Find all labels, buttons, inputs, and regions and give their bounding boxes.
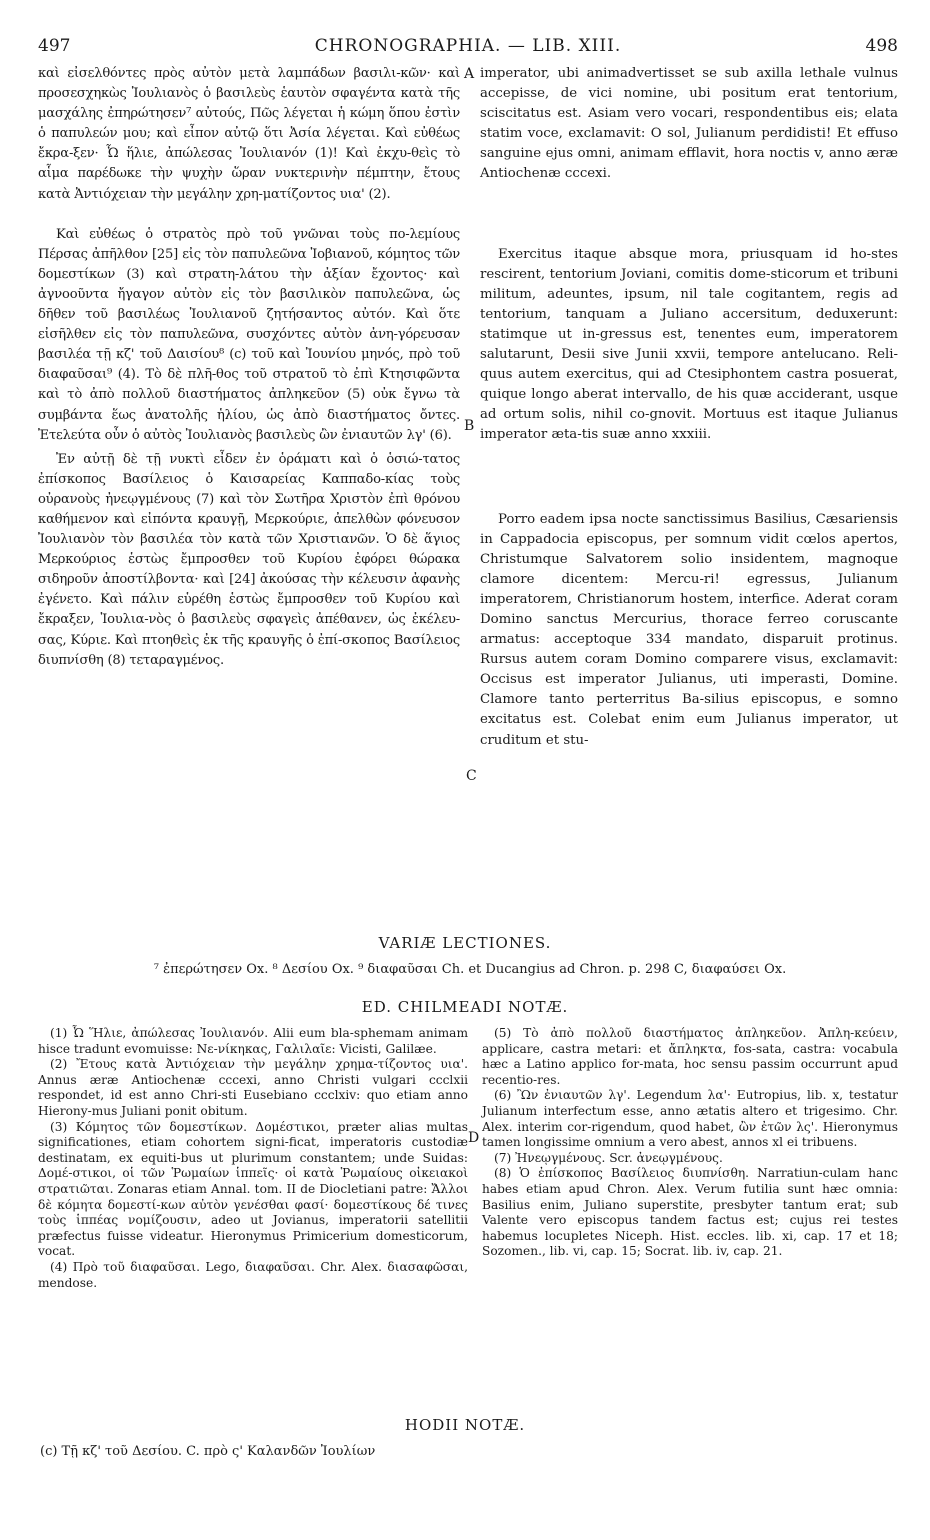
note-6: (6) Ὢν ἐνιαυτῶν λγ'. Legendum λα'· Eutropius, lib. x, testatur Julianum interfectum esse, anno ætatis altero et trigesimo. Chr. Alex. interim cor-rigendum, quod habet, ὢν ἐτῶν λς'. Hieronymus tamen longissime omnium a vero abest, annos xl ei tribuens. bbox=[482, 1088, 898, 1150]
page-number-right: 498 bbox=[865, 36, 898, 56]
latin-paragraph-1: imperator, ubi animadvertisset se sub axilla lethale vulnus accepisse, de vici nomine, ubi positum erat tentorium, sciscitatus est. Asiam vero vocari, respondentibus eis; elata statim voce, exclamavit: O sol, Julianum perdidisti! Et effuso sanguine ejus omni, animam efflavit, hora noctis v, anno æræ Antiochenæ cccexi. bbox=[480, 66, 898, 182]
greek-column bbox=[38, 64, 460, 671]
chilmead-notes-title: ED. CHILMEADI NOTÆ. bbox=[361, 998, 569, 1016]
note-4: (4) Πρὸ τοῦ διαφαῦσαι. Lego, διαφαῦσαι. Chr. Alex. διασαφῶσαι, mendose. bbox=[38, 1259, 468, 1290]
margin-letter-b: B bbox=[464, 418, 475, 434]
latin-paragraph-2: Exercitus itaque absque mora, priusquam id ho-stes rescirent, tentorium Joviani, comitis dome-sticorum et tribuni militum, adeuntes, ipsum, nil tale cogitantem, regis ad tentorium, tanquam a Juliano accersitum, deduxerunt: statimque ut in-gressus est, tenentes eum, imperatorem salutarunt, Desii sive Junii xxvii, tempore antelucano. Reli-quus autem exercitus, qui ad Ctesiphontem castra posuerat, quique longo aberat intervallo, de his quæ acciderant, usque ad ortum solis, nihil co-gnovit. Mortuus est itaque Julianus imperator æta-tis suæ anno xxxiii. bbox=[480, 246, 898, 443]
latin-column bbox=[480, 64, 898, 751]
latin-paragraph-3: Porro eadem ipsa nocte sanctissimus Basilius, Cæsariensis in Cappadocia episcopus, per somnum vidit cœlos apertos, Christumque Salvatorem solio insidentem, magnoque clamore dicentem: Mercu-ri! egressus, Julianum imperatorem, Christianorum hostem, interfice. Aderat coram Domino sanctus Mercurius, thorace ferreo coruscante armatus: acceptoque 334 mandato, disparuit protinus. Rursus autem coram Domino comparere visus, exclamavit: Occisus est imperator Julianus, uti imperasti, Domine. Clamore tanto perterritus Ba-silius episcopus, e somno excitatus est. Colebat enim eum Julianus imperator, ut cruditum et stu- bbox=[480, 511, 898, 748]
notes-left-column bbox=[38, 1026, 468, 1291]
note-1: (1) Ὦ Ἥλιε, ἀπώλεσας Ἰουλιανόν. Alii eum bla-sphemam animam hisce tradunt evomuisse: Νε-νίκηκας, Γαλιλαῖε: Vicisti, Galilæe. bbox=[38, 1026, 468, 1056]
note-8: (8) Ὁ ἐπίσκοπος Βασίλειος διυπνίσθη. Narratiun-culam hanc habes etiam apud Chron. Alex. Verum futilia sunt hæc omnia: Basilius enim, Juliano superstite, presbyter tantum erat; sub Valente vero episcopus tandem factus est; cujus rei testes habemus locupletes Niceph. Hist. eccles. lib. xi, cap. 17 et 18; Sozomen., lib. vi, cap. 15; Socrat. lib. iv, cap. 21. bbox=[482, 1166, 898, 1259]
greek-paragraph-3: Ἐν αὐτῇ δὲ τῇ νυκτὶ εἶδεν ἐν ὁράματι καὶ ὁ ὁσιώ-τατος ἐπίσκοπος Βασίλειος ὁ Καισαρείας Καππαδο-κίας τοὺς οὐρανοὺς ἠνεῳγμένους (7) καὶ τὸν Σωτῆρα Χριστὸν ἐπὶ θρόνου καθήμενον καὶ εἰπόντα κραυγῇ, Μερκούριε, ἀπελθὼν φόνευσον Ἰουλιανὸν τὸν βασιλέα τὸν κατὰ τῶν Χριστιανῶν. Ὁ δὲ ἅγιος Μερκούριος ἑστὼς ἔμπροσθεν τοῦ Κυρίου ἐφόρει θώρακα σιδηροῦν ἀποστίλβοντα· καὶ [24] ἀκούσας τὴν κέλευσιν ἀφανὴς ἐγένετο. Καὶ πάλιν εὑρέθη ἑστὼς ἔμπροσθεν τοῦ Κυρίου καὶ ἔκραξεν, Ἰουλια-νὸς ὁ βασιλεὺς σφαγεὶς ἀπέθανεν, ὡς ἐκέλευ-σας, Κύριε. Καὶ πτοηθεὶς ἐκ τῆς κραυγῆς ὁ ἐπί-σκοπος Βασίλειος διυπνίσθη (8) τεταραγμένος. bbox=[38, 451, 460, 668]
running-header bbox=[38, 36, 898, 60]
margin-letter-c: C bbox=[466, 768, 477, 784]
variae-lectiones-title: VARIÆ LECTIONES. bbox=[378, 934, 552, 952]
margin-letter-d: D bbox=[468, 1130, 480, 1146]
variae-lectiones-text: ⁷ ἐπερώτησεν Ox. ⁸ Δεσίου Ox. ⁹ διαφαῦσαι Ch. et Ducangius ad Chron. p. 298 C, διαφαύσει Ox. bbox=[153, 962, 787, 977]
note-3: (3) Κόμητος τῶν δομεστίκων. Δομέστικοι, præter alias multas significationes, etiam cohortem signi-ficat, imperatoris custodiæ destinatam, ex equiti-bus ut plurimum constantem; unde Suidas: Δομέ-στικοι, οἱ τῶν Ῥωμαίων ἱππεῖς· οἱ κατὰ Ῥωμαίους οἰκειακοὶ στρατιῶται. Zonaras etiam Annal. tom. II de Diocletiani patre: Ἄλλοι δὲ κόμητα δομεστί-κων αὐτὸν γενέσθαι φασί· δομεστίκους δέ τινες τοὺς ἱππέας νομίζουσιν, adeo ut Jovianus, imperatorii satellitii præfectus fuisse videatur. Hieronymus Primicerium domesticorum, vocat. bbox=[38, 1119, 468, 1259]
note-5: (5) Τὸ ἀπὸ πολλοῦ διαστήματος ἀπληκεῦον. Ἀπλη-κεύειν, applicare, castra metari: et ἄπληκτα, fos-sata, castra: vocabula hæc a Latino applico for-mata, hoc sensu passim occurrunt apud recentio-res. bbox=[482, 1026, 898, 1087]
hodii-note-c: (c) Τῇ κζ' τοῦ Δεσίου. C. πρὸ ς' Καλανδῶν Ἰουλίων bbox=[40, 1444, 376, 1459]
note-2: (2) Ἔτους κατὰ Ἀντιόχειαν τὴν μεγάλην χρημα-τίζοντος υια'. Annus æræ Antiochenæ cccexi, anno Christi vulgari ccclxii respondet, id est anno Chri-sti Eusebiano ccclxiv: quo etiam anno Hierony-mus Juliani ponit obitum. bbox=[38, 1057, 468, 1118]
margin-letter-a: A bbox=[464, 66, 475, 82]
notes-right-column bbox=[482, 1026, 898, 1260]
running-title: CHRONOGRAPHIA. — LIB. XIII. bbox=[314, 36, 622, 56]
greek-paragraph-2: Καὶ εὐθέως ὁ στρατὸς πρὸ τοῦ γνῶναι τοὺς πο-λεμίους Πέρσας ἀπῆλθον [25] εἰς τὸν παπυλεῶνα Ἰοβιανοῦ, κόμητος τῶν δομεστίκων (3) καὶ στρατη-λάτου τὴν ἀξίαν ἔχοντος· καὶ ἀγνοοῦντα ἤγαγον αὐτὸν εἰς τὸν βασιλικὸν παπυλεῶνα, ὡς δῆθεν τοῦ βασιλέως Ἰουλιανοῦ ζητήσαντος αὐτόν. Καὶ ὅτε εἰσῆλθεν εἰς τὸν παπυλεῶνα, συσχόντες αὐτὸν ἀνη-γόρευσαν βασιλέα τῇ κζ' τοῦ Δαισίου⁸ (c) τοῦ καὶ Ἰουνίου μηνός, πρὸ τοῦ διαφαῦσαι⁹ (4). Τὸ δὲ πλῆ-θος τοῦ στρατοῦ τὸ ἐπὶ Κτησιφῶντα καὶ τὸ ἀπὸ πολλοῦ διαστήματος ἀπληκεῦον (5) οὐκ ἔγνω τὰ συμβάντα ἕως ἀνατολῆς ἡλίου, ὡς ἀπὸ διαστήματος ὄντες. Ἐτελεύτα οὖν ὁ αὐτὸς Ἰουλιανὸς βασιλεὺς ὢν ἐνιαυτῶν λγ' (6). bbox=[38, 226, 460, 443]
greek-paragraph-1: καὶ εἰσελθόντες πρὸς αὐτὸν μετὰ λαμπάδων βασιλι-κῶν· καὶ προσεσχηκὼς Ἰουλιανὸς ὁ βασιλεὺς ἑαυτὸν σφαγέντα κατὰ τῆς μασχάλης ἐπηρώτησεν⁷ αὐτούς, Πῶς λέγεται ἡ κώμη ὅπου ἐστὶν ὁ παπυλεών μου; καὶ εἶπον αὐτῷ ὅτι Ἀσία λέγεται. Καὶ εὐθέως ἔκρα-ξεν· Ὦ ἥλιε, ἀπώλεσας Ἰουλιανόν (1)! Καὶ ἐκχυ-θεὶς τὸ αἷμα παρέδωκε τὴν ψυχὴν ὥραν νυκτερινὴν πέμπτην, ἔτους κατὰ Ἀντιόχειαν τὴν μεγάλην χρη-ματίζοντος υια' (2). bbox=[38, 66, 460, 202]
page-number-left: 497 bbox=[38, 36, 71, 56]
hodii-notes-title: HODII NOTÆ. bbox=[404, 1416, 526, 1434]
note-7: (7) Ἠνεῳγμένους. Scr. ἀνεῳγμένους. bbox=[494, 1150, 723, 1165]
